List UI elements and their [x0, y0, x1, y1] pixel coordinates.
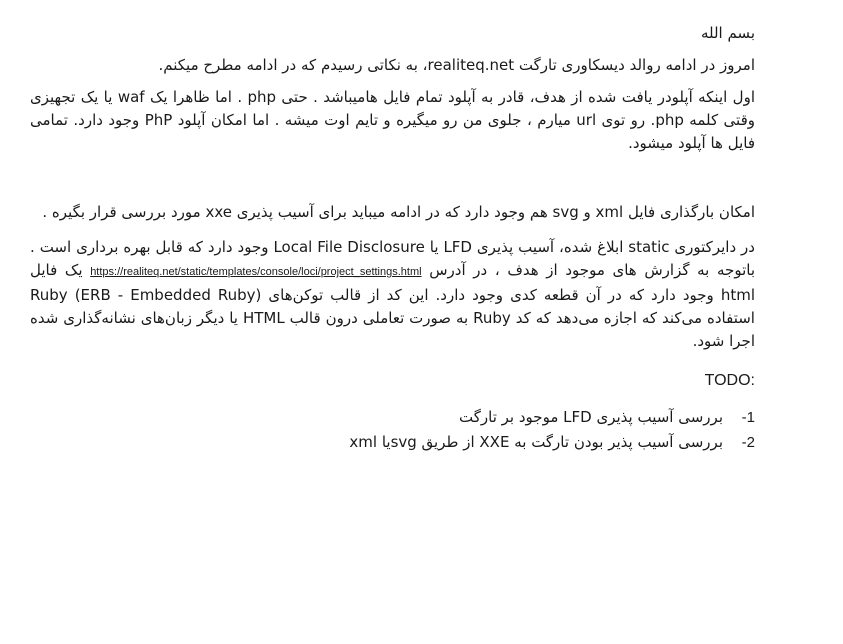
paragraph-xxe: امکان بارگذاری فایل xml و svg هم وجود دارد که در ادامه میباید برای آسیب پذیری xxe مورد بررسی قرار بگیره . — [42, 203, 755, 221]
paragraph-intro: امروز در ادامه روالد دیسکاوری تارگت realiteq.net، به نکاتی رسیدم که در ادامه مطرح میکنم. — [158, 56, 755, 74]
todo-item — [30, 405, 755, 430]
paragraph-lfd — [30, 236, 755, 353]
todo-item-number: 1- — [741, 409, 755, 426]
salutation: بسم الله — [700, 24, 755, 42]
paragraph-lfd-intro: در دایرکتوری static ابلاغ شده، آسیب پذیری LFD یا Local File Disclosure وجود دارد که قابل بهره برداری است . باتوجه به گزارش های موجود از هدف ، در آدرس — [30, 238, 755, 279]
todo-list — [30, 405, 755, 455]
todo-item — [30, 430, 755, 455]
paragraph-lfd-detail: یک فایل html وجود دارد که در آن قطعه کدی وجود دارد. این کد از قالب توکن‌های (ERB - Embedded Ruby) Ruby استفاده می‌کند که اجازه می‌دهد که کد Ruby به صورت تعاملی درون قالب HTML یا دیگر زبان‌های نشانه‌گذاری شده اجرا شود. — [30, 261, 755, 350]
todo-item-text: بررسی آسیب پذیری LFD موجود بر تارگت — [459, 408, 723, 426]
paragraph-uploader: اول اینکه آپلودر یافت شده از هدف، قادر به آپلود تمام فایل هامیباشد . حتی php . اما ظاهرا یک waf یا یک تجهیزی وقتی کلمه php. رو توی url میارم ، جلوی من رو میگیره و تایم اوت میشه . اما امکان آپلود PhP وجود دارد. تمامی فایل ها آپلود میشود. — [30, 88, 755, 152]
todo-item-text: بررسی آسیب پذیر بودن تارگت به XXE از طریق svgیا xml — [349, 433, 723, 451]
todo-item-number: 2- — [741, 434, 755, 451]
todo-heading: TODO: — [704, 372, 755, 389]
project-settings-link[interactable]: https://realiteq.net/static/templates/console/loci/project_settings.html — [90, 266, 422, 278]
